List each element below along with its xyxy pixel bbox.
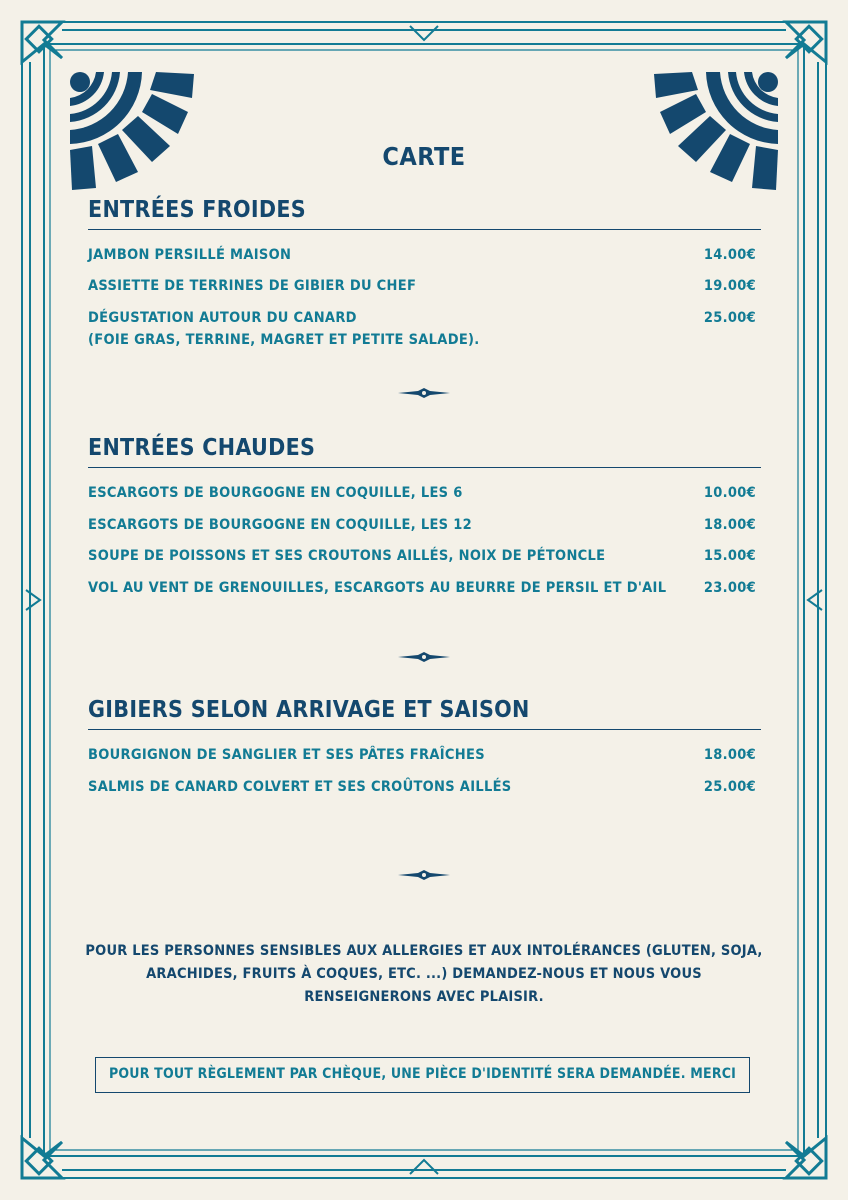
item-name: BOURGIGNON DE SANGLIER ET SES PÂTES FRAÎCHES	[88, 747, 485, 763]
item-price: 25.00€	[703, 310, 756, 326]
section-rule	[88, 729, 761, 730]
item-name: SALMIS DE CANARD COLVERT ET SES CROÛTONS AILLÉS	[88, 779, 512, 795]
section-title-entrees-chaudes: ENTRÉES CHAUDES	[88, 435, 316, 461]
item-price: 14.00€	[703, 247, 756, 263]
item-price: 18.00€	[703, 747, 756, 763]
sunburst-ornament-icon	[70, 72, 194, 190]
menu-item	[88, 247, 756, 263]
menu-item	[88, 517, 756, 533]
allergy-notice: POUR LES PERSONNES SENSIBLES AUX ALLERGIES ET AUX INTOLÉRANCES (GLUTEN, SOJA, ARACHIDES, FRUITS À COQUES, ETC. ...) DEMANDEZ-NOUS ET NOUS VOUS RENSEIGNERONS AVEC PLAISIR.	[85, 943, 763, 1005]
cheque-notice: POUR TOUT RÈGLEMENT PAR CHÈQUE, UNE PIÈCE D'IDENTITÉ SERA DEMANDÉE. MERCI	[95, 1057, 750, 1093]
item-name: ESCARGOTS DE BOURGOGNE EN COQUILLE, LES 6	[88, 485, 463, 501]
divider-ornament-icon	[398, 388, 450, 398]
item-price: 23.00€	[703, 580, 756, 596]
divider-ornament-icon	[398, 652, 450, 662]
menu-item	[88, 310, 756, 348]
celtic-knot-corner-icon	[22, 22, 62, 62]
menu-item	[88, 779, 756, 795]
item-name: DÉGUSTATION AUTOUR DU CANARD	[88, 310, 357, 326]
menu-item	[88, 485, 756, 501]
item-name: ASSIETTE DE TERRINES DE GIBIER DU CHEF	[88, 278, 417, 294]
item-price: 19.00€	[703, 278, 756, 294]
item-price: 18.00€	[703, 517, 756, 533]
item-name: JAMBON PERSILLÉ MAISON	[88, 247, 292, 263]
item-price: 15.00€	[703, 548, 756, 564]
item-description: (FOIE GRAS, TERRINE, MAGRET ET PETITE SALADE).	[88, 332, 480, 348]
menu-item	[88, 548, 756, 564]
menu-item	[88, 747, 756, 763]
section-rule	[88, 467, 761, 468]
section-title-gibiers: GIBIERS SELON ARRIVAGE ET SAISON	[88, 697, 530, 723]
menu-title: CARTE	[382, 142, 466, 171]
menu-item	[88, 580, 756, 596]
section-rule	[88, 229, 761, 230]
item-price: 25.00€	[703, 779, 756, 795]
item-name: ESCARGOTS DE BOURGOGNE EN COQUILLE, LES 12	[88, 517, 472, 533]
item-price: 10.00€	[703, 485, 756, 501]
section-title-entrees-froides: ENTRÉES FROIDES	[88, 197, 306, 223]
divider-ornament-icon	[398, 870, 450, 880]
item-name: VOL AU VENT DE GRENOUILLES, ESCARGOTS AU BEURRE DE PERSIL ET D'AIL	[88, 580, 667, 596]
item-name: SOUPE DE POISSONS ET SES CROUTONS AILLÉS, NOIX DE PÉTONCLE	[88, 548, 606, 564]
menu-item	[88, 278, 756, 294]
